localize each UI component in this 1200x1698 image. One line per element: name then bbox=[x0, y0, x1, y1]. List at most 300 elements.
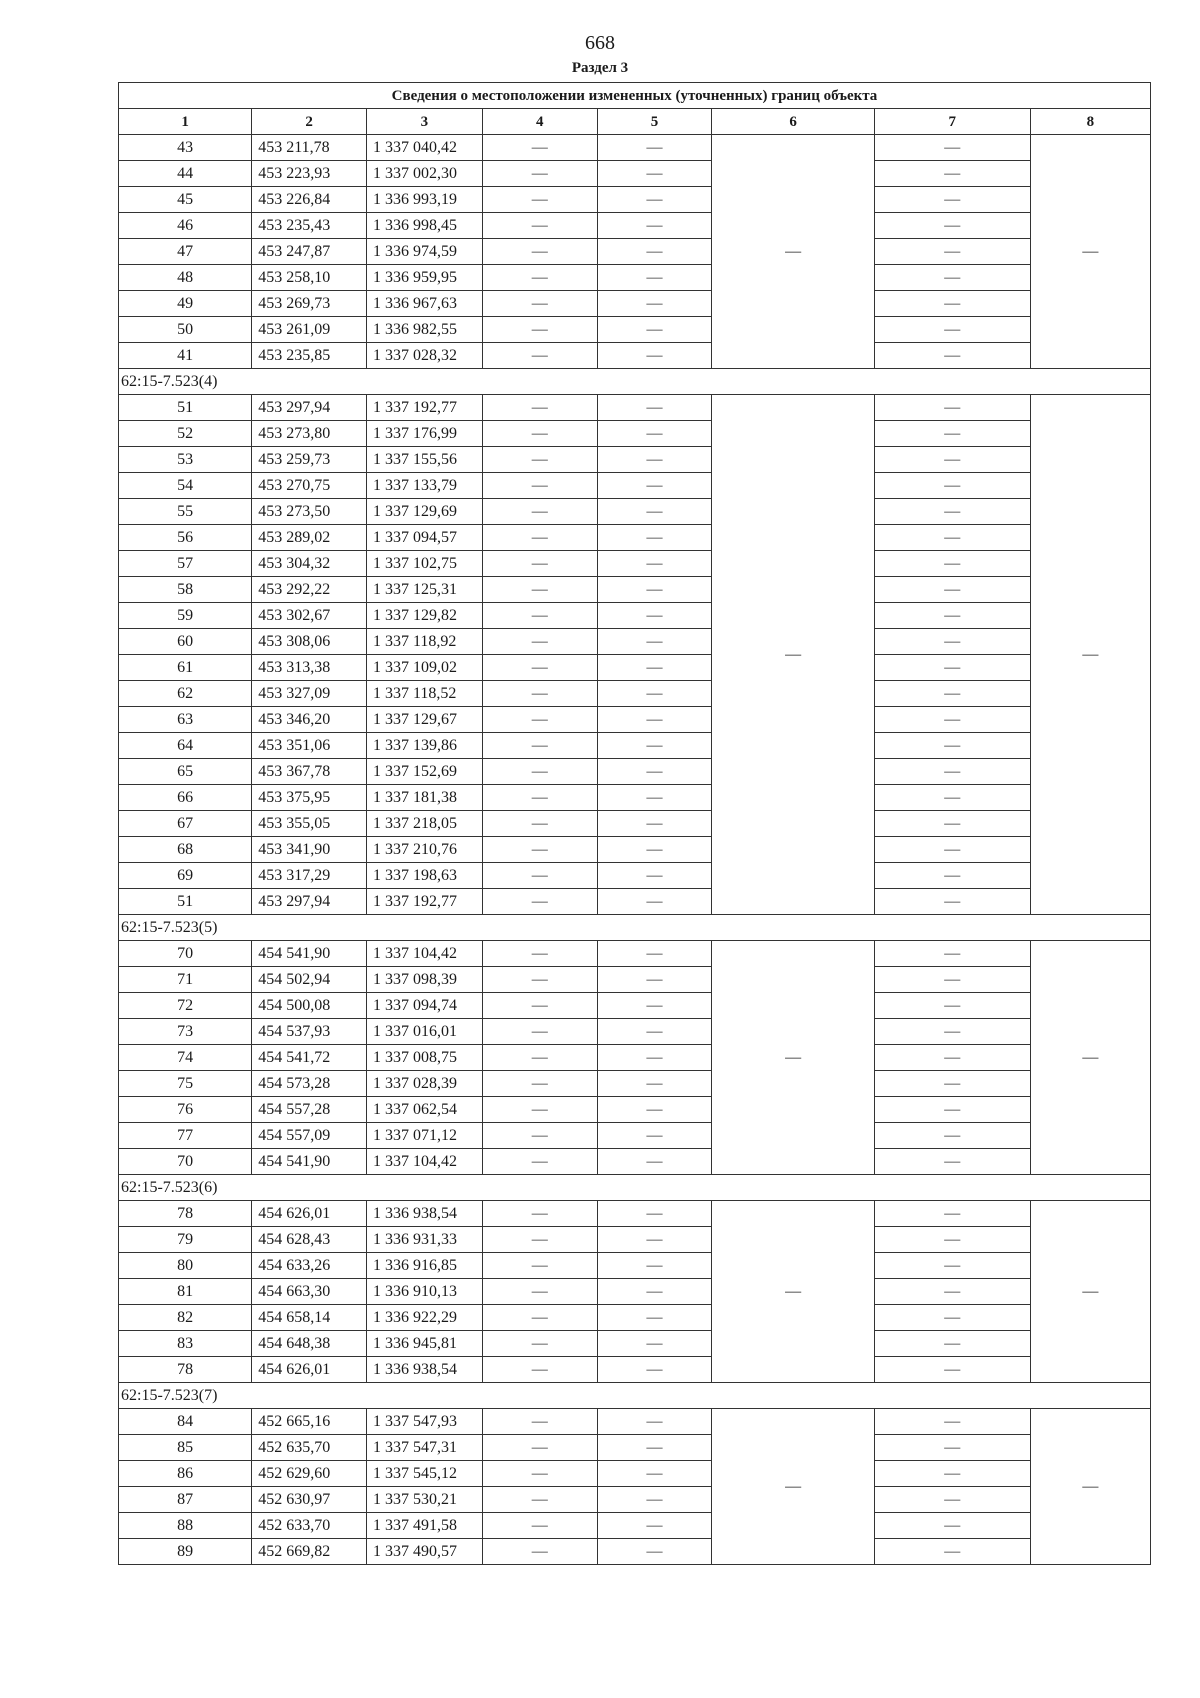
column-7-cell: — bbox=[874, 993, 1030, 1019]
point-number-cell: 84 bbox=[119, 1409, 252, 1435]
group-header-row bbox=[119, 1383, 1151, 1409]
point-number-cell: 76 bbox=[119, 1097, 252, 1123]
point-number-cell: 65 bbox=[119, 759, 252, 785]
column-5-cell: — bbox=[597, 499, 712, 525]
y-coordinate-cell: 1 336 993,19 bbox=[366, 187, 482, 213]
x-coordinate-cell: 452 635,70 bbox=[252, 1435, 367, 1461]
point-number-cell: 86 bbox=[119, 1461, 252, 1487]
y-coordinate-cell: 1 336 945,81 bbox=[366, 1331, 482, 1357]
table-row bbox=[119, 733, 1151, 759]
point-number-cell: 87 bbox=[119, 1487, 252, 1513]
x-coordinate-cell: 453 317,29 bbox=[252, 863, 367, 889]
column-4-cell: — bbox=[482, 1409, 597, 1435]
column-6-merged-cell: — bbox=[712, 1409, 874, 1565]
column-6-merged-cell: — bbox=[712, 395, 874, 915]
x-coordinate-cell: 454 557,09 bbox=[252, 1123, 367, 1149]
y-coordinate-cell: 1 336 938,54 bbox=[366, 1201, 482, 1227]
table-row bbox=[119, 889, 1151, 915]
point-number-cell: 59 bbox=[119, 603, 252, 629]
column-5-cell: — bbox=[597, 551, 712, 577]
column-5-cell: — bbox=[597, 239, 712, 265]
column-7-cell: — bbox=[874, 1097, 1030, 1123]
column-7-cell: — bbox=[874, 811, 1030, 837]
table-row bbox=[119, 1149, 1151, 1175]
column-5-cell: — bbox=[597, 421, 712, 447]
column-7-cell: — bbox=[874, 1487, 1030, 1513]
column-5-cell: — bbox=[597, 1279, 712, 1305]
point-number-cell: 72 bbox=[119, 993, 252, 1019]
point-number-cell: 51 bbox=[119, 395, 252, 421]
group-label: 62:15-7.523(6) bbox=[119, 1175, 1151, 1201]
column-5-cell: — bbox=[597, 941, 712, 967]
table-row bbox=[119, 603, 1151, 629]
column-5-cell: — bbox=[597, 1123, 712, 1149]
column-4-cell: — bbox=[482, 317, 597, 343]
table-row bbox=[119, 863, 1151, 889]
column-5-cell: — bbox=[597, 1071, 712, 1097]
column-7-cell: — bbox=[874, 889, 1030, 915]
column-5-cell: — bbox=[597, 1097, 712, 1123]
column-7-cell: — bbox=[874, 525, 1030, 551]
column-7-cell: — bbox=[874, 1227, 1030, 1253]
x-coordinate-cell: 454 500,08 bbox=[252, 993, 367, 1019]
point-number-cell: 44 bbox=[119, 161, 252, 187]
column-7-cell: — bbox=[874, 1357, 1030, 1383]
column-7-cell: — bbox=[874, 1123, 1030, 1149]
column-7-cell: — bbox=[874, 1019, 1030, 1045]
column-4-cell: — bbox=[482, 941, 597, 967]
x-coordinate-cell: 453 292,22 bbox=[252, 577, 367, 603]
table-row bbox=[119, 811, 1151, 837]
column-4-cell: — bbox=[482, 681, 597, 707]
x-coordinate-cell: 454 658,14 bbox=[252, 1305, 367, 1331]
point-number-cell: 89 bbox=[119, 1539, 252, 1565]
point-number-cell: 46 bbox=[119, 213, 252, 239]
x-coordinate-cell: 453 235,43 bbox=[252, 213, 367, 239]
x-coordinate-cell: 453 341,90 bbox=[252, 837, 367, 863]
column-8-merged-cell: — bbox=[1030, 395, 1150, 915]
point-number-cell: 45 bbox=[119, 187, 252, 213]
x-coordinate-cell: 454 628,43 bbox=[252, 1227, 367, 1253]
column-7-cell: — bbox=[874, 499, 1030, 525]
table-row bbox=[119, 1019, 1151, 1045]
column-7-cell: — bbox=[874, 967, 1030, 993]
y-coordinate-cell: 1 337 192,77 bbox=[366, 395, 482, 421]
y-coordinate-cell: 1 337 102,75 bbox=[366, 551, 482, 577]
table-row bbox=[119, 785, 1151, 811]
x-coordinate-cell: 452 669,82 bbox=[252, 1539, 367, 1565]
group-label: 62:15-7.523(7) bbox=[119, 1383, 1151, 1409]
y-coordinate-cell: 1 337 071,12 bbox=[366, 1123, 482, 1149]
column-7-cell: — bbox=[874, 1279, 1030, 1305]
y-coordinate-cell: 1 337 109,02 bbox=[366, 655, 482, 681]
column-4-cell: — bbox=[482, 1305, 597, 1331]
y-coordinate-cell: 1 337 094,74 bbox=[366, 993, 482, 1019]
x-coordinate-cell: 454 557,28 bbox=[252, 1097, 367, 1123]
point-number-cell: 78 bbox=[119, 1201, 252, 1227]
x-coordinate-cell: 453 273,50 bbox=[252, 499, 367, 525]
y-coordinate-cell: 1 336 982,55 bbox=[366, 317, 482, 343]
point-number-cell: 74 bbox=[119, 1045, 252, 1071]
column-4-cell: — bbox=[482, 889, 597, 915]
point-number-cell: 70 bbox=[119, 1149, 252, 1175]
x-coordinate-cell: 454 573,28 bbox=[252, 1071, 367, 1097]
column-5-cell: — bbox=[597, 343, 712, 369]
column-4-cell: — bbox=[482, 1123, 597, 1149]
table-row bbox=[119, 993, 1151, 1019]
column-4-cell: — bbox=[482, 1227, 597, 1253]
column-4-cell: — bbox=[482, 655, 597, 681]
column-5-cell: — bbox=[597, 1227, 712, 1253]
column-4-cell: — bbox=[482, 863, 597, 889]
x-coordinate-cell: 453 235,85 bbox=[252, 343, 367, 369]
y-coordinate-cell: 1 336 938,54 bbox=[366, 1357, 482, 1383]
y-coordinate-cell: 1 336 967,63 bbox=[366, 291, 482, 317]
column-5-cell: — bbox=[597, 1331, 712, 1357]
column-7-cell: — bbox=[874, 759, 1030, 785]
column-5-cell: — bbox=[597, 1201, 712, 1227]
y-coordinate-cell: 1 337 129,69 bbox=[366, 499, 482, 525]
x-coordinate-cell: 453 327,09 bbox=[252, 681, 367, 707]
table-row bbox=[119, 265, 1151, 291]
y-coordinate-cell: 1 337 118,52 bbox=[366, 681, 482, 707]
point-number-cell: 53 bbox=[119, 447, 252, 473]
column-header-4: 4 bbox=[482, 109, 597, 135]
table-row bbox=[119, 759, 1151, 785]
column-7-cell: — bbox=[874, 1045, 1030, 1071]
x-coordinate-cell: 453 289,02 bbox=[252, 525, 367, 551]
table-row bbox=[119, 1487, 1151, 1513]
column-7-cell: — bbox=[874, 1331, 1030, 1357]
column-6-merged-cell: — bbox=[712, 1201, 874, 1383]
column-7-cell: — bbox=[874, 1461, 1030, 1487]
column-5-cell: — bbox=[597, 1357, 712, 1383]
point-number-cell: 61 bbox=[119, 655, 252, 681]
x-coordinate-cell: 454 502,94 bbox=[252, 967, 367, 993]
column-5-cell: — bbox=[597, 577, 712, 603]
column-4-cell: — bbox=[482, 525, 597, 551]
y-coordinate-cell: 1 337 016,01 bbox=[366, 1019, 482, 1045]
column-8-merged-cell: — bbox=[1030, 941, 1150, 1175]
boundary-coordinates-table bbox=[118, 82, 1151, 1565]
column-7-cell: — bbox=[874, 707, 1030, 733]
column-5-cell: — bbox=[597, 135, 712, 161]
column-4-cell: — bbox=[482, 629, 597, 655]
point-number-cell: 67 bbox=[119, 811, 252, 837]
y-coordinate-cell: 1 337 547,93 bbox=[366, 1409, 482, 1435]
x-coordinate-cell: 452 629,60 bbox=[252, 1461, 367, 1487]
column-header-8: 8 bbox=[1030, 109, 1150, 135]
point-number-cell: 78 bbox=[119, 1357, 252, 1383]
column-5-cell: — bbox=[597, 1409, 712, 1435]
table-row bbox=[119, 681, 1151, 707]
point-number-cell: 49 bbox=[119, 291, 252, 317]
column-7-cell: — bbox=[874, 291, 1030, 317]
y-coordinate-cell: 1 337 125,31 bbox=[366, 577, 482, 603]
table-row bbox=[119, 1305, 1151, 1331]
table-row bbox=[119, 187, 1151, 213]
column-4-cell: — bbox=[482, 837, 597, 863]
column-4-cell: — bbox=[482, 967, 597, 993]
column-7-cell: — bbox=[874, 1513, 1030, 1539]
column-4-cell: — bbox=[482, 1435, 597, 1461]
column-7-cell: — bbox=[874, 343, 1030, 369]
column-4-cell: — bbox=[482, 785, 597, 811]
column-7-cell: — bbox=[874, 863, 1030, 889]
column-5-cell: — bbox=[597, 811, 712, 837]
table-row bbox=[119, 1357, 1151, 1383]
y-coordinate-cell: 1 337 008,75 bbox=[366, 1045, 482, 1071]
y-coordinate-cell: 1 337 152,69 bbox=[366, 759, 482, 785]
y-coordinate-cell: 1 337 155,56 bbox=[366, 447, 482, 473]
x-coordinate-cell: 453 355,05 bbox=[252, 811, 367, 837]
column-7-cell: — bbox=[874, 265, 1030, 291]
column-4-cell: — bbox=[482, 1279, 597, 1305]
column-4-cell: — bbox=[482, 1071, 597, 1097]
y-coordinate-cell: 1 337 547,31 bbox=[366, 1435, 482, 1461]
point-number-cell: 52 bbox=[119, 421, 252, 447]
column-5-cell: — bbox=[597, 395, 712, 421]
column-header-2: 2 bbox=[252, 109, 367, 135]
y-coordinate-cell: 1 337 002,30 bbox=[366, 161, 482, 187]
point-number-cell: 83 bbox=[119, 1331, 252, 1357]
column-7-cell: — bbox=[874, 941, 1030, 967]
y-coordinate-cell: 1 337 104,42 bbox=[366, 941, 482, 967]
table-row bbox=[119, 473, 1151, 499]
column-5-cell: — bbox=[597, 863, 712, 889]
table-row bbox=[119, 837, 1151, 863]
table-row bbox=[119, 577, 1151, 603]
column-4-cell: — bbox=[482, 577, 597, 603]
column-7-cell: — bbox=[874, 577, 1030, 603]
y-coordinate-cell: 1 337 118,92 bbox=[366, 629, 482, 655]
point-number-cell: 43 bbox=[119, 135, 252, 161]
column-4-cell: — bbox=[482, 1357, 597, 1383]
column-5-cell: — bbox=[597, 733, 712, 759]
column-4-cell: — bbox=[482, 395, 597, 421]
x-coordinate-cell: 453 346,20 bbox=[252, 707, 367, 733]
point-number-cell: 41 bbox=[119, 343, 252, 369]
column-4-cell: — bbox=[482, 291, 597, 317]
column-6-merged-cell: — bbox=[712, 941, 874, 1175]
page-number: 668 bbox=[585, 32, 615, 54]
column-4-cell: — bbox=[482, 239, 597, 265]
y-coordinate-cell: 1 337 490,57 bbox=[366, 1539, 482, 1565]
x-coordinate-cell: 454 626,01 bbox=[252, 1201, 367, 1227]
column-4-cell: — bbox=[482, 1045, 597, 1071]
table-row bbox=[119, 1331, 1151, 1357]
column-4-cell: — bbox=[482, 161, 597, 187]
table-row bbox=[119, 135, 1151, 161]
point-number-cell: 62 bbox=[119, 681, 252, 707]
y-coordinate-cell: 1 337 176,99 bbox=[366, 421, 482, 447]
column-7-cell: — bbox=[874, 785, 1030, 811]
y-coordinate-cell: 1 337 062,54 bbox=[366, 1097, 482, 1123]
table-row bbox=[119, 161, 1151, 187]
column-5-cell: — bbox=[597, 785, 712, 811]
point-number-cell: 54 bbox=[119, 473, 252, 499]
table-row bbox=[119, 1227, 1151, 1253]
column-6-merged-cell: — bbox=[712, 135, 874, 369]
table-row bbox=[119, 1253, 1151, 1279]
column-5-cell: — bbox=[597, 967, 712, 993]
column-5-cell: — bbox=[597, 629, 712, 655]
column-7-cell: — bbox=[874, 733, 1030, 759]
column-7-cell: — bbox=[874, 447, 1030, 473]
column-5-cell: — bbox=[597, 1435, 712, 1461]
section-title: Раздел 3 bbox=[571, 60, 629, 76]
column-header-1: 1 bbox=[119, 109, 252, 135]
column-7-cell: — bbox=[874, 655, 1030, 681]
column-4-cell: — bbox=[482, 993, 597, 1019]
x-coordinate-cell: 452 633,70 bbox=[252, 1513, 367, 1539]
column-4-cell: — bbox=[482, 1201, 597, 1227]
point-number-cell: 80 bbox=[119, 1253, 252, 1279]
x-coordinate-cell: 454 541,72 bbox=[252, 1045, 367, 1071]
column-4-cell: — bbox=[482, 499, 597, 525]
column-7-cell: — bbox=[874, 1149, 1030, 1175]
column-7-cell: — bbox=[874, 187, 1030, 213]
column-7-cell: — bbox=[874, 161, 1030, 187]
point-number-cell: 75 bbox=[119, 1071, 252, 1097]
column-7-cell: — bbox=[874, 317, 1030, 343]
y-coordinate-cell: 1 336 916,85 bbox=[366, 1253, 482, 1279]
column-5-cell: — bbox=[597, 447, 712, 473]
table-row bbox=[119, 1097, 1151, 1123]
column-4-cell: — bbox=[482, 1019, 597, 1045]
point-number-cell: 64 bbox=[119, 733, 252, 759]
column-5-cell: — bbox=[597, 837, 712, 863]
column-7-cell: — bbox=[874, 1071, 1030, 1097]
column-7-cell: — bbox=[874, 1539, 1030, 1565]
column-7-cell: — bbox=[874, 473, 1030, 499]
column-4-cell: — bbox=[482, 603, 597, 629]
table-row bbox=[119, 499, 1151, 525]
column-5-cell: — bbox=[597, 1253, 712, 1279]
point-number-cell: 55 bbox=[119, 499, 252, 525]
x-coordinate-cell: 452 665,16 bbox=[252, 1409, 367, 1435]
table-row bbox=[119, 525, 1151, 551]
column-5-cell: — bbox=[597, 759, 712, 785]
column-5-cell: — bbox=[597, 473, 712, 499]
column-5-cell: — bbox=[597, 317, 712, 343]
column-7-cell: — bbox=[874, 837, 1030, 863]
column-5-cell: — bbox=[597, 655, 712, 681]
table-row bbox=[119, 1539, 1151, 1565]
y-coordinate-cell: 1 337 129,82 bbox=[366, 603, 482, 629]
column-4-cell: — bbox=[482, 473, 597, 499]
x-coordinate-cell: 453 269,73 bbox=[252, 291, 367, 317]
x-coordinate-cell: 453 226,84 bbox=[252, 187, 367, 213]
column-4-cell: — bbox=[482, 1513, 597, 1539]
y-coordinate-cell: 1 337 210,76 bbox=[366, 837, 482, 863]
x-coordinate-cell: 453 351,06 bbox=[252, 733, 367, 759]
x-coordinate-cell: 453 247,87 bbox=[252, 239, 367, 265]
table-row bbox=[119, 1435, 1151, 1461]
column-7-cell: — bbox=[874, 239, 1030, 265]
column-4-cell: — bbox=[482, 421, 597, 447]
table-caption: Сведения о местоположении измененных (уточненных) границ объекта bbox=[119, 83, 1151, 109]
column-5-cell: — bbox=[597, 1487, 712, 1513]
column-5-cell: — bbox=[597, 603, 712, 629]
column-7-cell: — bbox=[874, 603, 1030, 629]
column-header-5: 5 bbox=[597, 109, 712, 135]
column-5-cell: — bbox=[597, 681, 712, 707]
y-coordinate-cell: 1 337 218,05 bbox=[366, 811, 482, 837]
table-row bbox=[119, 967, 1151, 993]
column-5-cell: — bbox=[597, 1539, 712, 1565]
column-4-cell: — bbox=[482, 707, 597, 733]
y-coordinate-cell: 1 336 910,13 bbox=[366, 1279, 482, 1305]
table-row bbox=[119, 343, 1151, 369]
column-7-cell: — bbox=[874, 1201, 1030, 1227]
y-coordinate-cell: 1 336 959,95 bbox=[366, 265, 482, 291]
column-5-cell: — bbox=[597, 993, 712, 1019]
table-row bbox=[119, 1045, 1151, 1071]
column-5-cell: — bbox=[597, 187, 712, 213]
x-coordinate-cell: 453 313,38 bbox=[252, 655, 367, 681]
x-coordinate-cell: 453 223,93 bbox=[252, 161, 367, 187]
table-row bbox=[119, 317, 1151, 343]
column-5-cell: — bbox=[597, 265, 712, 291]
y-coordinate-cell: 1 336 931,33 bbox=[366, 1227, 482, 1253]
column-8-merged-cell: — bbox=[1030, 1409, 1150, 1565]
point-number-cell: 51 bbox=[119, 889, 252, 915]
point-number-cell: 82 bbox=[119, 1305, 252, 1331]
column-4-cell: — bbox=[482, 343, 597, 369]
column-4-cell: — bbox=[482, 1097, 597, 1123]
point-number-cell: 60 bbox=[119, 629, 252, 655]
y-coordinate-cell: 1 337 098,39 bbox=[366, 967, 482, 993]
column-4-cell: — bbox=[482, 447, 597, 473]
table-row bbox=[119, 395, 1151, 421]
x-coordinate-cell: 452 630,97 bbox=[252, 1487, 367, 1513]
point-number-cell: 70 bbox=[119, 941, 252, 967]
point-number-cell: 58 bbox=[119, 577, 252, 603]
column-4-cell: — bbox=[482, 1253, 597, 1279]
x-coordinate-cell: 453 367,78 bbox=[252, 759, 367, 785]
column-4-cell: — bbox=[482, 187, 597, 213]
y-coordinate-cell: 1 337 028,32 bbox=[366, 343, 482, 369]
column-5-cell: — bbox=[597, 1149, 712, 1175]
y-coordinate-cell: 1 337 104,42 bbox=[366, 1149, 482, 1175]
x-coordinate-cell: 453 258,10 bbox=[252, 265, 367, 291]
x-coordinate-cell: 453 297,94 bbox=[252, 889, 367, 915]
point-number-cell: 71 bbox=[119, 967, 252, 993]
x-coordinate-cell: 453 261,09 bbox=[252, 317, 367, 343]
column-7-cell: — bbox=[874, 135, 1030, 161]
group-header-row bbox=[119, 915, 1151, 941]
table-row bbox=[119, 655, 1151, 681]
table-row bbox=[119, 707, 1151, 733]
column-4-cell: — bbox=[482, 733, 597, 759]
column-5-cell: — bbox=[597, 1305, 712, 1331]
point-number-cell: 50 bbox=[119, 317, 252, 343]
group-label: 62:15-7.523(4) bbox=[119, 369, 1151, 395]
y-coordinate-cell: 1 337 545,12 bbox=[366, 1461, 482, 1487]
point-number-cell: 79 bbox=[119, 1227, 252, 1253]
x-coordinate-cell: 454 633,26 bbox=[252, 1253, 367, 1279]
x-coordinate-cell: 453 297,94 bbox=[252, 395, 367, 421]
table-row bbox=[119, 551, 1151, 577]
column-8-merged-cell: — bbox=[1030, 135, 1150, 369]
column-4-cell: — bbox=[482, 1149, 597, 1175]
point-number-cell: 48 bbox=[119, 265, 252, 291]
column-8-merged-cell: — bbox=[1030, 1201, 1150, 1383]
column-7-cell: — bbox=[874, 421, 1030, 447]
table-row bbox=[119, 1123, 1151, 1149]
y-coordinate-cell: 1 337 181,38 bbox=[366, 785, 482, 811]
